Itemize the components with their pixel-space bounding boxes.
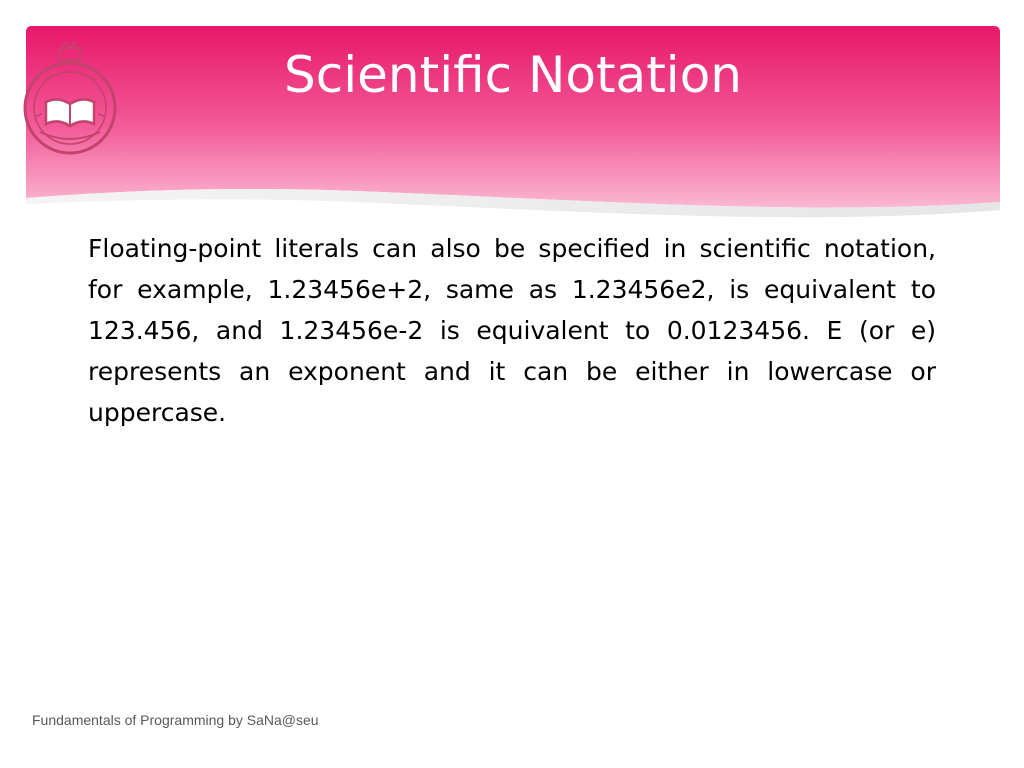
slide-title: Scientific Notation	[284, 46, 742, 104]
slide-footer: Fundamentals of Programming by SaNa@seu	[32, 712, 319, 728]
slide-body-text: Floating-point literals can also be specified in scientific notation, for example, 1.23456e+2, same as 1.23456e2, is equivalent to 123.456, and 1.23456e-2 is equivalent to 0.0123456. E (or e) represents an exponent and it can be either in lowercase or uppercase.	[88, 234, 936, 427]
